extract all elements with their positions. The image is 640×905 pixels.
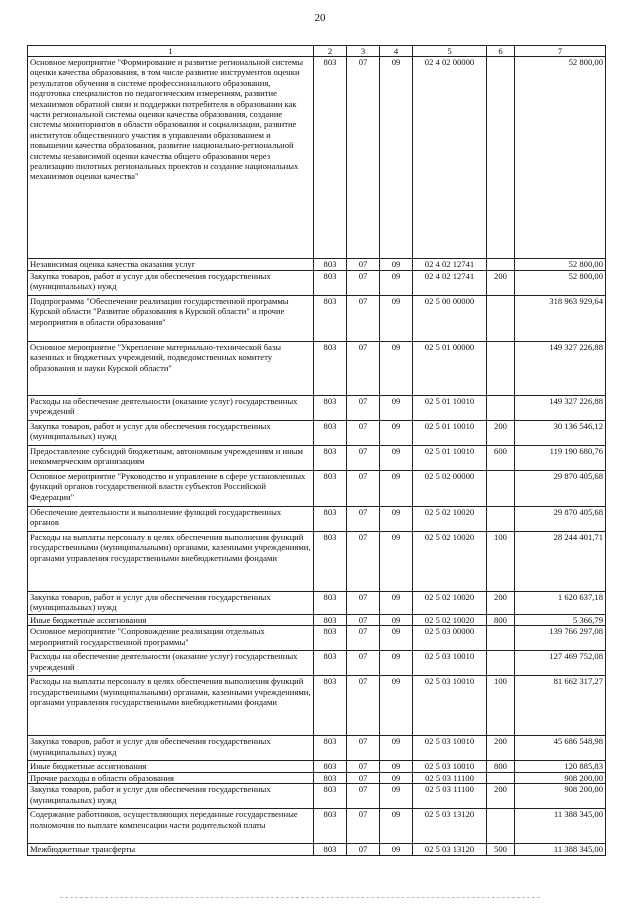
amount: 11 388 345,00 <box>515 809 606 844</box>
ministry-code: 803 <box>314 651 347 676</box>
row-description: Закупка товаров, работ и услуг для обеспечения государственных (муниципальных) нужд <box>28 421 314 446</box>
row-description: Основное мероприятие "Формирование и развитие региональной системы оценки качества образования, в том числе развитие инструментов оценки результатов обучения в системе профессионального образования, подготовка специалистов по педагогическим измерениям, развитие механизмов обратной связи и поддержки потребителя в образовании как части региональной системы оценки качества образования, создание системы мониторингов в области образования и социализации, развитие институтов общественного участия в управлении образованием и повышении качества образования, развитие национально-региональной системы независимой оценки качества общего образования через реализацию пилотных региональных проектов и создание национальных механизмов оценки качества" <box>28 57 314 259</box>
amount: 52 800,00 <box>515 271 606 296</box>
budget-table <box>27 45 606 856</box>
expense-type-code: 200 <box>487 736 515 761</box>
table-row <box>28 651 606 676</box>
row-description: Расходы на выплаты персоналу в целях обеспечения выполнения функций государственными (муниципальными) органами, казенными учреждениями, органами управления государственными внебюджетными фондами <box>28 532 314 592</box>
amount: 149 327 226,88 <box>515 396 606 421</box>
table-row <box>28 784 606 809</box>
target-article-code: 02 5 02 10020 <box>413 532 487 592</box>
section-code: 07 <box>347 761 380 772</box>
target-article-code: 02 5 03 11100 <box>413 772 487 783</box>
row-description: Закупка товаров, работ и услуг для обеспечения государственных (муниципальных) нужд <box>28 736 314 761</box>
section-code: 07 <box>347 507 380 532</box>
ministry-code: 803 <box>314 421 347 446</box>
section-code: 07 <box>347 809 380 844</box>
column-number: 3 <box>347 46 380 57</box>
expense-type-code: 200 <box>487 271 515 296</box>
amount: 30 136 546,12 <box>515 421 606 446</box>
subsection-code: 09 <box>380 809 413 844</box>
table-row <box>28 342 606 396</box>
amount: 127 469 752,08 <box>515 651 606 676</box>
subsection-code: 09 <box>380 446 413 471</box>
ministry-code: 803 <box>314 615 347 626</box>
subsection-code: 09 <box>380 396 413 421</box>
ministry-code: 803 <box>314 784 347 809</box>
amount: 318 963 929,64 <box>515 296 606 342</box>
expense-type-code: 100 <box>487 676 515 736</box>
ministry-code: 803 <box>314 57 347 259</box>
subsection-code: 09 <box>380 471 413 507</box>
section-code: 07 <box>347 271 380 296</box>
section-code: 07 <box>347 592 380 615</box>
row-description: Прочие расходы в области образования <box>28 772 314 783</box>
section-code: 07 <box>347 784 380 809</box>
page-number: 20 <box>314 12 326 24</box>
subsection-code: 09 <box>380 259 413 271</box>
table-row <box>28 421 606 446</box>
subsection-code: 09 <box>380 844 413 855</box>
table-row <box>28 772 606 783</box>
column-number: 4 <box>380 46 413 57</box>
expense-type-code: 200 <box>487 421 515 446</box>
expense-type-code: 800 <box>487 761 515 772</box>
ministry-code: 803 <box>314 592 347 615</box>
subsection-code: 09 <box>380 532 413 592</box>
section-code: 07 <box>347 446 380 471</box>
target-article-code: 02 5 01 00000 <box>413 342 487 396</box>
table-row <box>28 532 606 592</box>
target-article-code: 02 5 01 10010 <box>413 396 487 421</box>
expense-type-code: 200 <box>487 784 515 809</box>
section-code: 07 <box>347 844 380 855</box>
subsection-code: 09 <box>380 271 413 296</box>
amount: 28 244 401,71 <box>515 532 606 592</box>
ministry-code: 803 <box>314 772 347 783</box>
section-code: 07 <box>347 615 380 626</box>
section-code: 07 <box>347 57 380 259</box>
target-article-code: 02 4 02 12741 <box>413 271 487 296</box>
target-article-code: 02 5 03 13120 <box>413 844 487 855</box>
amount: 119 190 680,76 <box>515 446 606 471</box>
target-article-code: 02 5 02 10020 <box>413 592 487 615</box>
target-article-code: 02 5 00 00000 <box>413 296 487 342</box>
expense-type-code: 600 <box>487 446 515 471</box>
subsection-code: 09 <box>380 57 413 259</box>
column-number: 6 <box>487 46 515 57</box>
expense-type-code <box>487 809 515 844</box>
expense-type-code <box>487 626 515 651</box>
subsection-code: 09 <box>380 736 413 761</box>
expense-type-code: 200 <box>487 592 515 615</box>
amount: 149 327 226,88 <box>515 342 606 396</box>
amount: 52 800,00 <box>515 259 606 271</box>
ministry-code: 803 <box>314 507 347 532</box>
ministry-code: 803 <box>314 761 347 772</box>
ministry-code: 803 <box>314 844 347 855</box>
row-description: Расходы на обеспечение деятельности (оказание услуг) государственных учреждений <box>28 396 314 421</box>
subsection-code: 09 <box>380 626 413 651</box>
table-row <box>28 676 606 736</box>
table-row <box>28 507 606 532</box>
amount: 29 870 405,68 <box>515 471 606 507</box>
amount: 1 620 637,18 <box>515 592 606 615</box>
amount: 81 662 317,27 <box>515 676 606 736</box>
ministry-code: 803 <box>314 446 347 471</box>
amount: 11 388 345,00 <box>515 844 606 855</box>
target-article-code: 02 5 02 10020 <box>413 615 487 626</box>
table-row <box>28 396 606 421</box>
ministry-code: 803 <box>314 809 347 844</box>
expense-type-code: 500 <box>487 844 515 855</box>
target-article-code: 02 5 03 10010 <box>413 676 487 736</box>
table-row <box>28 296 606 342</box>
ministry-code: 803 <box>314 736 347 761</box>
row-description: Подпрограмма "Обеспечение реализации государственной программы Курской области "Развитие образования в Курской области" и прочие мероприятия в области образования" <box>28 296 314 342</box>
ministry-code: 803 <box>314 271 347 296</box>
section-code: 07 <box>347 626 380 651</box>
column-number: 5 <box>413 46 487 57</box>
target-article-code: 02 5 03 10010 <box>413 736 487 761</box>
row-description: Основное мероприятие "Укрепление материально-технической базы казенных и бюджетных учреждений, подведомственных комитету образования и науки Курской области" <box>28 342 314 396</box>
table-row <box>28 736 606 761</box>
amount: 5 366,79 <box>515 615 606 626</box>
section-code: 07 <box>347 532 380 592</box>
expense-type-code <box>487 296 515 342</box>
row-description: Содержание работников, осуществляющих переданные государственные полномочия по выплате компенсации части родительской платы <box>28 809 314 844</box>
row-description: Основное мероприятие "Руководство и управление в сфере установленных функций органов государственной власти субъектов Российской Федерации" <box>28 471 314 507</box>
target-article-code: 02 5 03 10010 <box>413 761 487 772</box>
subsection-code: 09 <box>380 342 413 396</box>
table-row <box>28 761 606 772</box>
expense-type-code <box>487 259 515 271</box>
table-row <box>28 271 606 296</box>
row-description: Независимая оценка качества оказания услуг <box>28 259 314 271</box>
table-row <box>28 446 606 471</box>
row-description: Обеспечение деятельности и выполнение функций государственных органов <box>28 507 314 532</box>
section-code: 07 <box>347 296 380 342</box>
target-article-code: 02 5 03 00000 <box>413 626 487 651</box>
expense-type-code: 800 <box>487 615 515 626</box>
subsection-code: 09 <box>380 615 413 626</box>
section-code: 07 <box>347 342 380 396</box>
section-code: 07 <box>347 651 380 676</box>
target-article-code: 02 4 02 12741 <box>413 259 487 271</box>
row-description: Предоставление субсидий бюджетным, автономным учреждениям и иным некоммерческим организациям <box>28 446 314 471</box>
target-article-code: 02 5 03 10010 <box>413 651 487 676</box>
amount: 29 870 405,68 <box>515 507 606 532</box>
amount: 120 885,83 <box>515 761 606 772</box>
amount: 45 686 548,98 <box>515 736 606 761</box>
target-article-code: 02 5 02 00000 <box>413 471 487 507</box>
row-description: Иные бюджетные ассигнования <box>28 761 314 772</box>
ministry-code: 803 <box>314 532 347 592</box>
expense-type-code <box>487 342 515 396</box>
column-number: 2 <box>314 46 347 57</box>
table-row <box>28 626 606 651</box>
table-row <box>28 809 606 844</box>
amount: 52 800,00 <box>515 57 606 259</box>
ministry-code: 803 <box>314 342 347 396</box>
expense-type-code <box>487 57 515 259</box>
budget-table-body <box>28 57 606 856</box>
section-code: 07 <box>347 471 380 507</box>
expense-type-code <box>487 651 515 676</box>
column-number: 7 <box>515 46 606 57</box>
target-article-code: 02 5 01 10010 <box>413 446 487 471</box>
table-row <box>28 592 606 615</box>
subsection-code: 09 <box>380 761 413 772</box>
section-code: 07 <box>347 676 380 736</box>
subsection-code: 09 <box>380 676 413 736</box>
amount: 908 200,00 <box>515 784 606 809</box>
page-bottom-divider <box>60 897 540 899</box>
table-row <box>28 57 606 259</box>
ministry-code: 803 <box>314 471 347 507</box>
table-row <box>28 615 606 626</box>
subsection-code: 09 <box>380 296 413 342</box>
target-article-code: 02 5 02 10020 <box>413 507 487 532</box>
row-description: Основное мероприятие "Сопровождение реализации отдельных мероприятий государственной программы" <box>28 626 314 651</box>
row-description: Межбюджетные трансферты <box>28 844 314 855</box>
section-code: 07 <box>347 396 380 421</box>
subsection-code: 09 <box>380 772 413 783</box>
ministry-code: 803 <box>314 259 347 271</box>
expense-type-code <box>487 507 515 532</box>
section-code: 07 <box>347 772 380 783</box>
ministry-code: 803 <box>314 396 347 421</box>
row-description: Расходы на обеспечение деятельности (оказание услуг) государственных учреждений <box>28 651 314 676</box>
amount: 139 766 297,08 <box>515 626 606 651</box>
target-article-code: 02 5 03 11100 <box>413 784 487 809</box>
expense-type-code: 100 <box>487 532 515 592</box>
target-article-code: 02 5 03 13120 <box>413 809 487 844</box>
ministry-code: 803 <box>314 676 347 736</box>
target-article-code: 02 4 02 00000 <box>413 57 487 259</box>
subsection-code: 09 <box>380 651 413 676</box>
subsection-code: 09 <box>380 592 413 615</box>
row-description: Закупка товаров, работ и услуг для обеспечения государственных (муниципальных) нужд <box>28 592 314 615</box>
expense-type-code <box>487 396 515 421</box>
section-code: 07 <box>347 421 380 446</box>
row-description: Иные бюджетные ассигнования <box>28 615 314 626</box>
section-code: 07 <box>347 259 380 271</box>
row-description: Закупка товаров, работ и услуг для обеспечения государственных (муниципальных) нужд <box>28 784 314 809</box>
expense-type-code <box>487 471 515 507</box>
amount: 908 200,00 <box>515 772 606 783</box>
subsection-code: 09 <box>380 507 413 532</box>
expense-type-code <box>487 772 515 783</box>
table-row <box>28 471 606 507</box>
subsection-code: 09 <box>380 421 413 446</box>
column-number: 1 <box>28 46 314 57</box>
column-number-row <box>28 46 606 57</box>
section-code: 07 <box>347 736 380 761</box>
ministry-code: 803 <box>314 296 347 342</box>
ministry-code: 803 <box>314 626 347 651</box>
row-description: Закупка товаров, работ и услуг для обеспечения государственных (муниципальных) нужд <box>28 271 314 296</box>
target-article-code: 02 5 01 10010 <box>413 421 487 446</box>
row-description: Расходы на выплаты персоналу в целях обеспечения выполнения функций государственными (муниципальными) органами, казенными учреждениями, органами управления государственными внебюджетными фондами <box>28 676 314 736</box>
table-row <box>28 844 606 855</box>
table-row <box>28 259 606 271</box>
subsection-code: 09 <box>380 784 413 809</box>
